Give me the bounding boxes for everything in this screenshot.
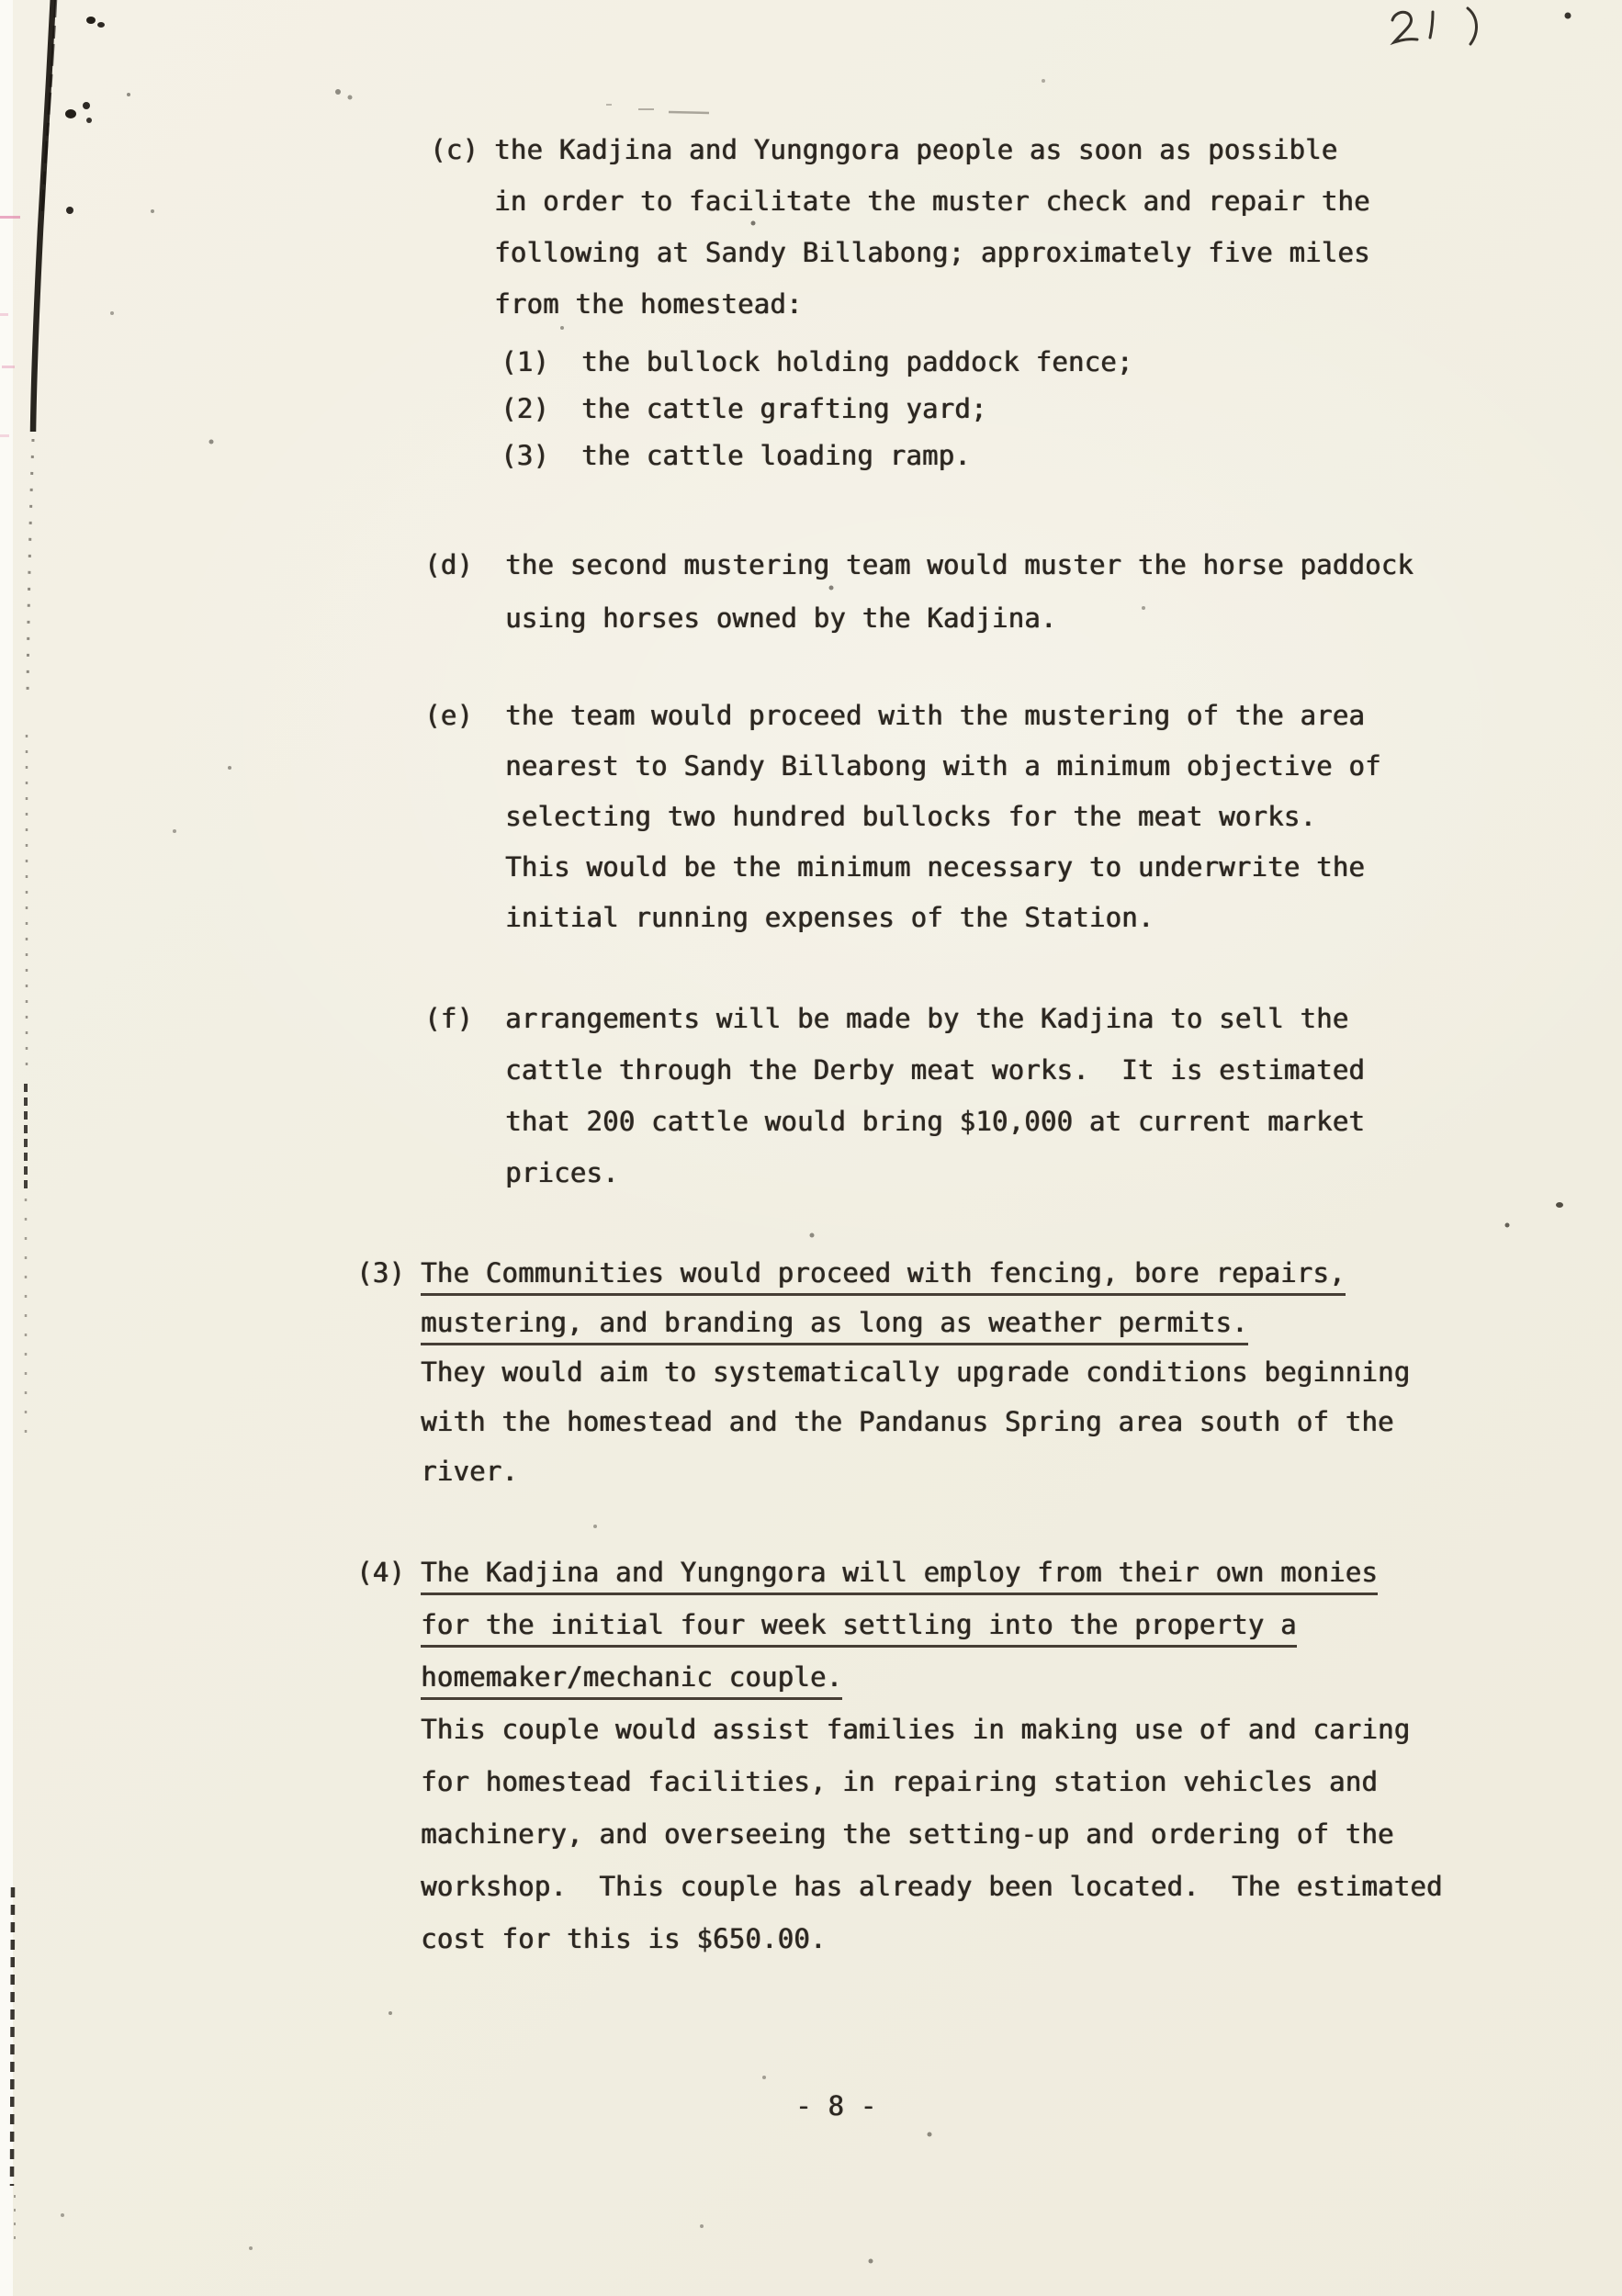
clause-f-label: (f)	[424, 1003, 473, 1034]
paragraph-4-line: workshop. This couple has already been located. The estimated	[421, 1871, 1443, 1902]
clause-e	[424, 691, 1381, 943]
clause-c-line: the Kadjina and Yungngora people as soon as possible	[494, 134, 1338, 165]
paragraph-4-label: (4)	[356, 1557, 405, 1588]
clause-c-line: from the homestead:	[494, 288, 803, 320]
sublist-text: the bullock holding paddock fence;	[581, 346, 1133, 377]
paragraph-4-line: machinery, and overseeing the setting-up and ordering of the	[421, 1818, 1394, 1850]
paragraph-3-line: river.	[421, 1456, 518, 1487]
clause-e-line: This would be the minimum necessary to underwrite the	[505, 851, 1365, 883]
clause-f-line: prices.	[505, 1157, 619, 1188]
paragraph-4-underlined-line: The Kadjina and Yungngora will employ from their own monies	[421, 1547, 1443, 1599]
sublist-label: (3)	[501, 440, 549, 471]
clause-c-label: (c)	[430, 134, 479, 165]
sublist-text: the cattle loading ramp.	[581, 440, 971, 471]
sublist-label: (2)	[501, 393, 549, 424]
paragraph-4	[356, 1547, 1443, 1965]
clause-c	[430, 124, 1370, 330]
handwritten-note	[1392, 8, 1571, 44]
paragraph-4-line: This couple would assist families in making use of and caring	[421, 1714, 1411, 1745]
clause-f-line: that 200 cattle would bring $10,000 at current market	[505, 1106, 1365, 1137]
clause-f	[424, 993, 1365, 1199]
clause-d-line: the second mustering team would muster the horse paddock	[505, 549, 1414, 580]
paragraph-3-underlined-line: mustering, and branding as long as weather permits.	[421, 1298, 1410, 1347]
sublist-item-1	[501, 339, 1132, 479]
clause-f-line: cattle through the Derby meat works. It is estimated	[505, 1054, 1365, 1086]
pink-edge-tick	[0, 434, 9, 437]
paragraph-3-underlined-line: The Communities would proceed with fencing, bore repairs,	[421, 1248, 1410, 1298]
binding-line-artifact	[12, 0, 56, 2241]
clause-e-label: (e)	[424, 700, 473, 731]
paragraph-3	[356, 1248, 1410, 1496]
clause-e-line: initial running expenses of the Station.	[505, 902, 1155, 933]
clause-e-line: nearest to Sandy Billabong with a minimum objective of	[505, 750, 1381, 782]
paragraph-4-line: cost for this is $650.00.	[421, 1923, 827, 1954]
paragraph-4-line: for homestead facilities, in repairing station vehicles and	[421, 1766, 1378, 1797]
ink-blot-artifacts	[65, 17, 105, 214]
pink-edge-tick	[2, 366, 15, 368]
clause-e-line: the team would proceed with the mustering of the area	[505, 700, 1365, 731]
page-number: - 8 -	[795, 2090, 877, 2122]
sublist-label: (1)	[501, 346, 549, 377]
sublist-text: the cattle grafting yard;	[581, 393, 987, 424]
clause-f-line: arrangements will be made by the Kadjina to sell the	[505, 1003, 1349, 1034]
paragraph-3-label: (3)	[356, 1257, 405, 1289]
paragraph-4-underlined-line: homemaker/mechanic couple.	[421, 1651, 1443, 1704]
clause-d	[424, 538, 1414, 645]
clause-c-line: in order to facilitate the muster check and repair the	[494, 186, 1370, 217]
paragraph-4-underlined-line: for the initial four week settling into the property a	[421, 1599, 1443, 1651]
paragraph-3-line: with the homestead and the Pandanus Spring area south of the	[421, 1406, 1394, 1437]
pink-edge-tick	[0, 313, 8, 316]
pink-edge-tick	[0, 216, 20, 219]
scanner-edge-strip	[0, 0, 13, 2296]
clause-e-line: selecting two hundred bullocks for the meat works.	[505, 801, 1316, 832]
clause-c-line: following at Sandy Billabong; approximately five miles	[494, 237, 1370, 268]
clause-d-line: using horses owned by the Kadjina.	[505, 602, 1057, 634]
paragraph-3-line: They would aim to systematically upgrade conditions beginning	[421, 1356, 1411, 1388]
clause-d-label: (d)	[424, 549, 473, 580]
top-smudge-artifacts	[606, 105, 709, 113]
